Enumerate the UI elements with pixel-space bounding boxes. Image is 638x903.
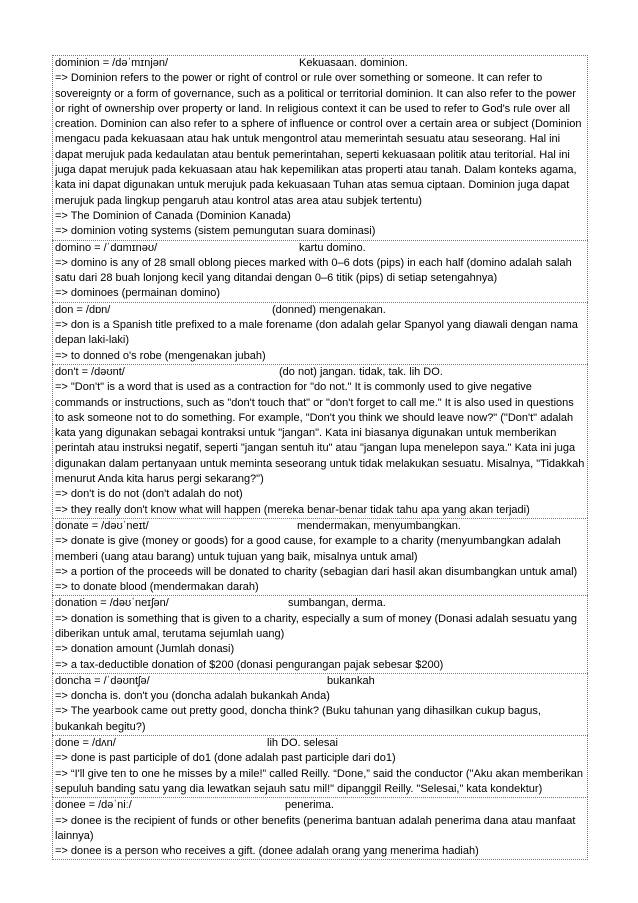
- entry-translation: kartu domino.: [299, 241, 366, 254]
- entry-head: [53, 674, 587, 689]
- entry-definition: => donate is give (money or goods) for a good cause, for example to a charity (menyumbangkan adalah memberi (uang atau barang) untuk tujuan yang baik, misalnya untuk amal): [55, 535, 561, 563]
- entry-head: [53, 56, 587, 71]
- entry-word: domino = /ˈdɑmɪnəʊ/: [55, 241, 158, 254]
- entry-definition: => done is past participle of do1 (done adalah past participle dari do1): [55, 752, 396, 765]
- dictionary-entry: [52, 518, 588, 595]
- entry-example: => “I'll give ten to one he misses by a mile!” called Reilly. “Done,” said the conductor ("Aku akan memberikan sepuluh banding satu yang dia lewatkan sejauh satu mil!" dipanggil Reilly. "Selesai," kata kondektur): [55, 767, 583, 795]
- entry-example: => to donate blood (mendermakan darah): [55, 581, 259, 594]
- entry-example: => dominoes (permainan domino): [55, 287, 221, 300]
- entry-definition: => doncha is. don't you (doncha adalah bukankah Anda): [55, 690, 330, 703]
- entry-definition: => domino is any of 28 small oblong pieces marked with 0–6 dots (pips) in each half (domino adalah salah satu dari 28 buah lonjong kecil yang ditandai dengan 0–6 titik (pips) di setiap setengahnya): [55, 256, 572, 285]
- entry-translation: penerima.: [285, 799, 334, 812]
- entry-word: doncha = /ˈdəʊntʃə/: [55, 674, 150, 687]
- entry-example: => a portion of the proceeds will be donated to charity (sebagian dari hasil akan disumbangkan untuk amal): [55, 565, 578, 578]
- entry-word: don't = /dəʊnt/: [55, 365, 125, 378]
- dictionary-page: [52, 55, 588, 860]
- entry-head: [53, 365, 587, 380]
- entry-word: donation = /dəʊˈneɪʃən/: [55, 597, 169, 610]
- dictionary-entry: [52, 55, 588, 240]
- entry-definition: => donation is something that is given to a charity, especially a sum of money (Donasi adalah sesuatu yang diberikan untuk amal, terutama sejumlah uang): [55, 612, 577, 640]
- dictionary-entry: [52, 797, 588, 860]
- entry-head: [53, 798, 587, 813]
- dictionary-entry: [52, 735, 588, 797]
- entry-example: => dominion voting systems (sistem pemungutan suara dominasi): [55, 225, 376, 238]
- dictionary-entry: [52, 595, 588, 672]
- entry-translation: sumbangan, derma.: [288, 597, 386, 610]
- entry-head: [53, 303, 587, 318]
- entry-definition: => don is a Spanish title prefixed to a male forename (don adalah gelar Spanyol yang diawali dengan nama depan laki-laki): [55, 319, 578, 347]
- entry-head: [53, 241, 587, 256]
- entry-translation: (donned) mengenakan.: [272, 303, 386, 316]
- entry-translation: bukankah: [327, 674, 375, 687]
- entry-example: => The yearbook came out pretty good, doncha think? (Buku tahunan yang dihasilkan cukup bagus, bukankah begitu?): [55, 705, 541, 733]
- entry-definition: => "Don't" is a word that is used as a contraction for "do not." It is commonly used to give negative commands or instructions, such as "don't touch that" or "don't forget to call me." It is also used in questions to ask someone not to do something. For example, "Don't you think we should leave now?" ("Don't" adalah kata yang digunakan sebagai kontraksi untuk "jangan". Kata ini biasanya digunakan untuk memberikan perintah atau instruksi negatif, seperti "jangan sentuh itu" atau "jangan lupa menelepon saya." Kata ini juga digunakan dalam pertanyaan untuk meminta seseorang untuk tidak melakukan sesuatu. Misalnya, "Tidakkah menurut Anda kita harus pergi sekarang?"): [55, 381, 585, 486]
- entry-word: done = /dʌn/: [55, 737, 116, 750]
- entry-head: [53, 736, 587, 751]
- entry-example: => donation amount (Jumlah donasi): [55, 643, 235, 656]
- entry-head: [53, 596, 587, 611]
- entry-word: donee = /dəˈniː/: [55, 799, 132, 812]
- entry-example: => The Dominion of Canada (Dominion Kanada): [55, 209, 291, 222]
- entry-translation: mendermakan, menyumbangkan.: [297, 519, 461, 532]
- entry-translation: (do not) jangan. tidak, tak. lih DO.: [279, 365, 443, 378]
- dictionary-entry: [52, 240, 588, 302]
- entry-word: dominion = /dəˈmɪnjən/: [55, 57, 169, 69]
- dictionary-entry: [52, 364, 588, 518]
- dictionary-entry: [52, 302, 588, 364]
- entry-example: => to donned o's robe (mengenakan jubah): [55, 349, 266, 362]
- entry-translation: lih DO. selesai: [267, 737, 338, 750]
- dictionary-entry: [52, 673, 588, 735]
- entry-word: don = /dɒn/: [55, 303, 111, 316]
- entry-definition: => Dominion refers to the power or right of control or rule over something or someone. It can refer to sovereignty or a form of governance, such as a political or territorial dominion. It can also refer to the power or right of ownership over property or land. In religious context it can be used to refer to God's rule over all creation. Dominion can also refer to a sphere of influence or control over a certain area or subject (Dominion mengacu pada kekuasaan atau hak untuk mengontrol atau memerintah sesuatu atau seseorang. Hal ini dapat merujuk pada kedaulatan atau bentuk pemerintahan, seperti kekuasaan politik atau teritorial. Hal ini juga dapat merujuk pada kekuasaan atau hak kepemilikan atas properti atau tanah. Dalam konteks agama, kata ini dapat digunakan untuk merujuk pada kekuasaan Tuhan atas semua ciptaan. Dominion juga dapat merujuk pada lingkup pengaruh atau kontrol atas area atau subjek tertentu): [55, 72, 582, 207]
- entry-example: => donee is a person who receives a gift. (donee adalah orang yang menerima hadiah): [55, 845, 479, 858]
- entry-translation: Kekuasaan. dominion.: [299, 57, 408, 69]
- entry-definition: => donee is the recipient of funds or other benefits (penerima bantuan adalah penerima dana atau manfaat lainnya): [55, 814, 576, 842]
- entry-example: => a tax-deductible donation of $200 (donasi pengurangan pajak sebesar $200): [55, 658, 444, 671]
- entry-head: [53, 519, 587, 534]
- entry-word: donate = /dəʊˈneɪt/: [55, 519, 149, 532]
- entry-example: => don't is do not (don't adalah do not): [55, 488, 243, 501]
- entry-example: => they really don't know what will happen (mereka benar-benar tidak tahu apa yang akan terjadi): [55, 503, 530, 516]
